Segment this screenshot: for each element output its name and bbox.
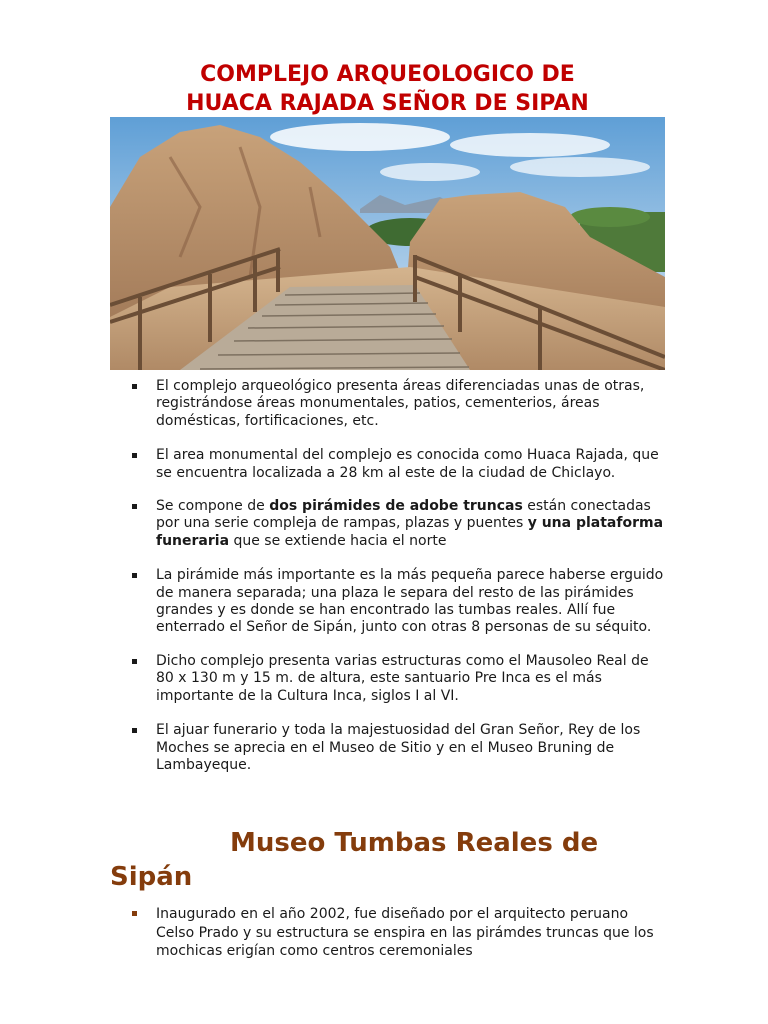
- list-item: [110, 447, 670, 482]
- list-item: [110, 498, 670, 550]
- bullet-icon: [132, 911, 137, 916]
- list-item-text: El ajuar funerario y toda la majestuosidad del Gran Señor, Rey de los Moches se aprecia en el Museo de Sitio y en el Museo Bruning de Lambayeque.: [156, 722, 641, 773]
- bullet-icon: [132, 728, 137, 733]
- bullet-list: [110, 378, 670, 774]
- title-line-1: COMPLEJO ARQUEOLOGICO DE: [200, 62, 575, 87]
- list-item-text: El complejo arqueológico presenta áreas diferenciadas unas de otras, registrándose áreas monumentales, patios, cementerios, áreas domésticas, fortificaciones, etc.: [156, 378, 645, 429]
- list-item: [110, 567, 670, 637]
- list-item: [110, 378, 670, 430]
- bullet-icon: [132, 453, 137, 458]
- bullet-icon: [132, 384, 137, 389]
- huaca-rajada-photo: [110, 117, 665, 370]
- bullet-icon: [132, 573, 137, 578]
- list-item-text-part: Se compone de: [156, 498, 270, 515]
- list-item-text-part: están conectadas por una serie compleja de rampas, plazas y puentes: [156, 498, 651, 532]
- list-item-text: El area monumental del complejo es conocida como Huaca Rajada, que se encuentra localizada a 28 km al este de la ciudad de Chiclayo.: [156, 447, 659, 481]
- list-item-bold-text: y una plataforma funeraria: [156, 515, 664, 549]
- title-line-2: HUACA RAJADA SEÑOR DE SIPAN: [186, 91, 589, 116]
- bullet-icon: [132, 659, 137, 664]
- list-item: [110, 905, 670, 961]
- list-item-text: La pirámide más importante es la más pequeña parece haberse erguido de manera separada; una plaza le separa del resto de las pirámides grandes y es donde se han encontrado las tumbas reales. Allí fue enterrado el Señor de Sipán, junto con otras 8 personas de su séquito.: [156, 567, 664, 636]
- document-title: [110, 60, 665, 118]
- list-item: [110, 722, 670, 774]
- list-item-text-part: que se extiende hacia el norte: [229, 532, 447, 549]
- list-item-text: Inaugurado en el año 2002, fue diseñado por el arquitecto peruano Celso Prado y su estructura se enspira en las pirámdes truncas que los mochicas erigían como centros ceremoniales: [156, 906, 654, 960]
- list-item-text: Dicho complejo presenta varias estructuras como el Mausoleo Real de 80 x 130 m y 15 m. de altura, este santuario Pre Inca es el más importante de la Cultura Inca, siglos I al VI.: [156, 652, 649, 704]
- bullet-icon: [132, 504, 137, 509]
- museo-heading: Museo Tumbas Reales de Sipán: [110, 828, 599, 892]
- list-item: [110, 653, 670, 705]
- museo-bullet-list: [110, 905, 670, 961]
- list-item-bold-text: dos pirámides de adobe truncas: [269, 498, 523, 515]
